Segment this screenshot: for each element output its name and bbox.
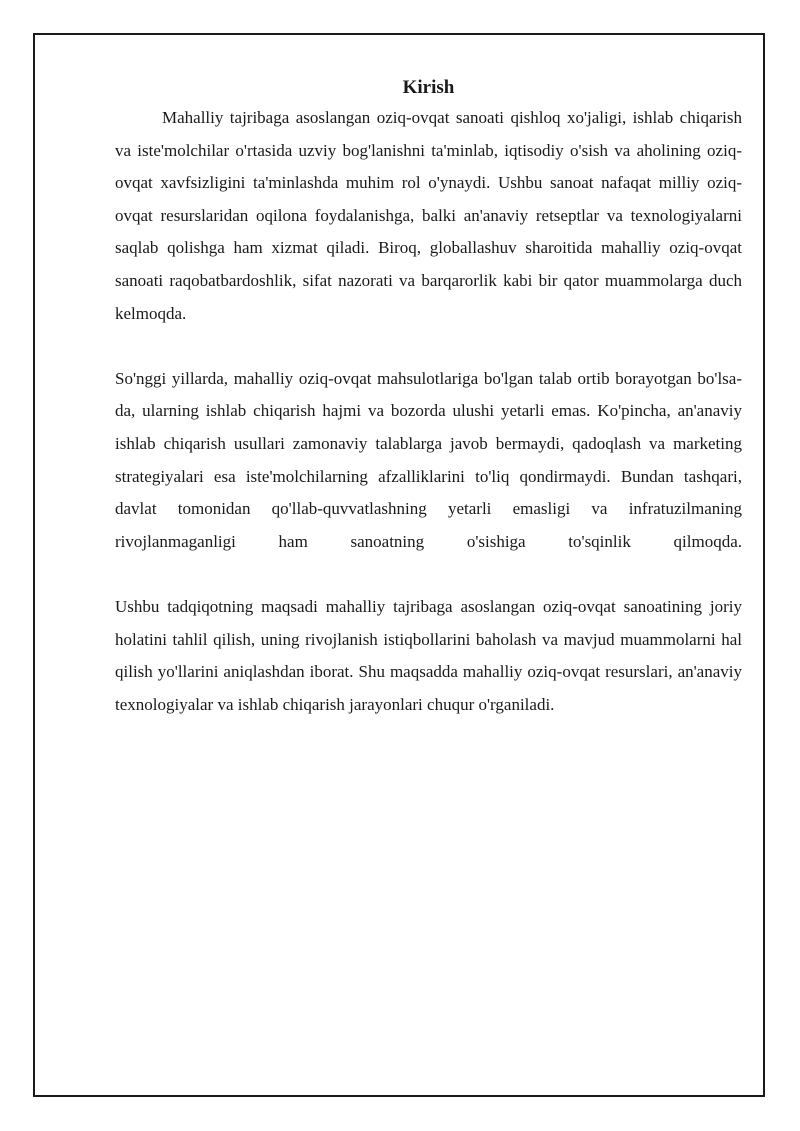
section-heading: Kirish: [402, 77, 455, 98]
paragraph-goal: Ushbu tadqiqotning maqsadi mahalliy tajribaga asoslangan oziq-ovqat sanoatining joriy holatini tahlil qilish, uning rivojlanish istiqbollarini baholash va mavjud muammolarni hal qilish yo'llarini aniqlashdan iborat. Shu maqsadda mahalliy oziq-ovqat resurslari, an'anaviy texnologiyalar va ishlab chiqarish jarayonlari chuqur o'rganiladi.: [115, 596, 742, 714]
document-body: [115, 74, 742, 721]
paragraph-intro: Mahalliy tajribaga asoslangan oziq-ovqat sanoati qishloq xo'jaligi, ishlab chiqarish va iste'molchilar o'rtasida uzviy bog'lanishni ta'minlab, iqtisodiy o'sish va aholining oziq-ovqat xavfsizligini ta'minlashda muhim rol o'ynaydi. Ushbu sanoat nafaqat milliy oziq-ovqat resurslaridan oqilona foydalanishga, balki an'anaviy retseptlar va texnologiyalarni saqlab qolishga ham xizmat qiladi. Biroq, globallashuv sharoitida mahalliy oziq-ovqat sanoati raqobatbardoshlik, sifat nazorati va barqarorlik kabi bir qator muammolarga duch kelmoqda.: [115, 108, 742, 323]
paragraph-spacer: [115, 558, 742, 591]
paragraph-problems: So'nggi yillarda, mahalliy oziq-ovqat mahsulotlariga bo'lgan talab ortib borayotgan bo'lsa-da, ularning ishlab chiqarish hajmi va bozorda ulushi yetarli emas. Ko'pincha, an'anaviy ishlab chiqarish usullari zamonaviy talablarga javob bermaydi, qadoqlash va marketing strategiyalari esa iste'molchilarning afzalliklarini to'liq qondirmaydi. Bundan tashqari, davlat tomonidan qo'llab-quvvatlashning yetarli emasligi va infratuzilmaning rivojlanmaganligi ham sanoatning o'sishiga to'sqinlik qilmoqda.: [115, 368, 742, 551]
paragraph-spacer: [115, 330, 742, 363]
